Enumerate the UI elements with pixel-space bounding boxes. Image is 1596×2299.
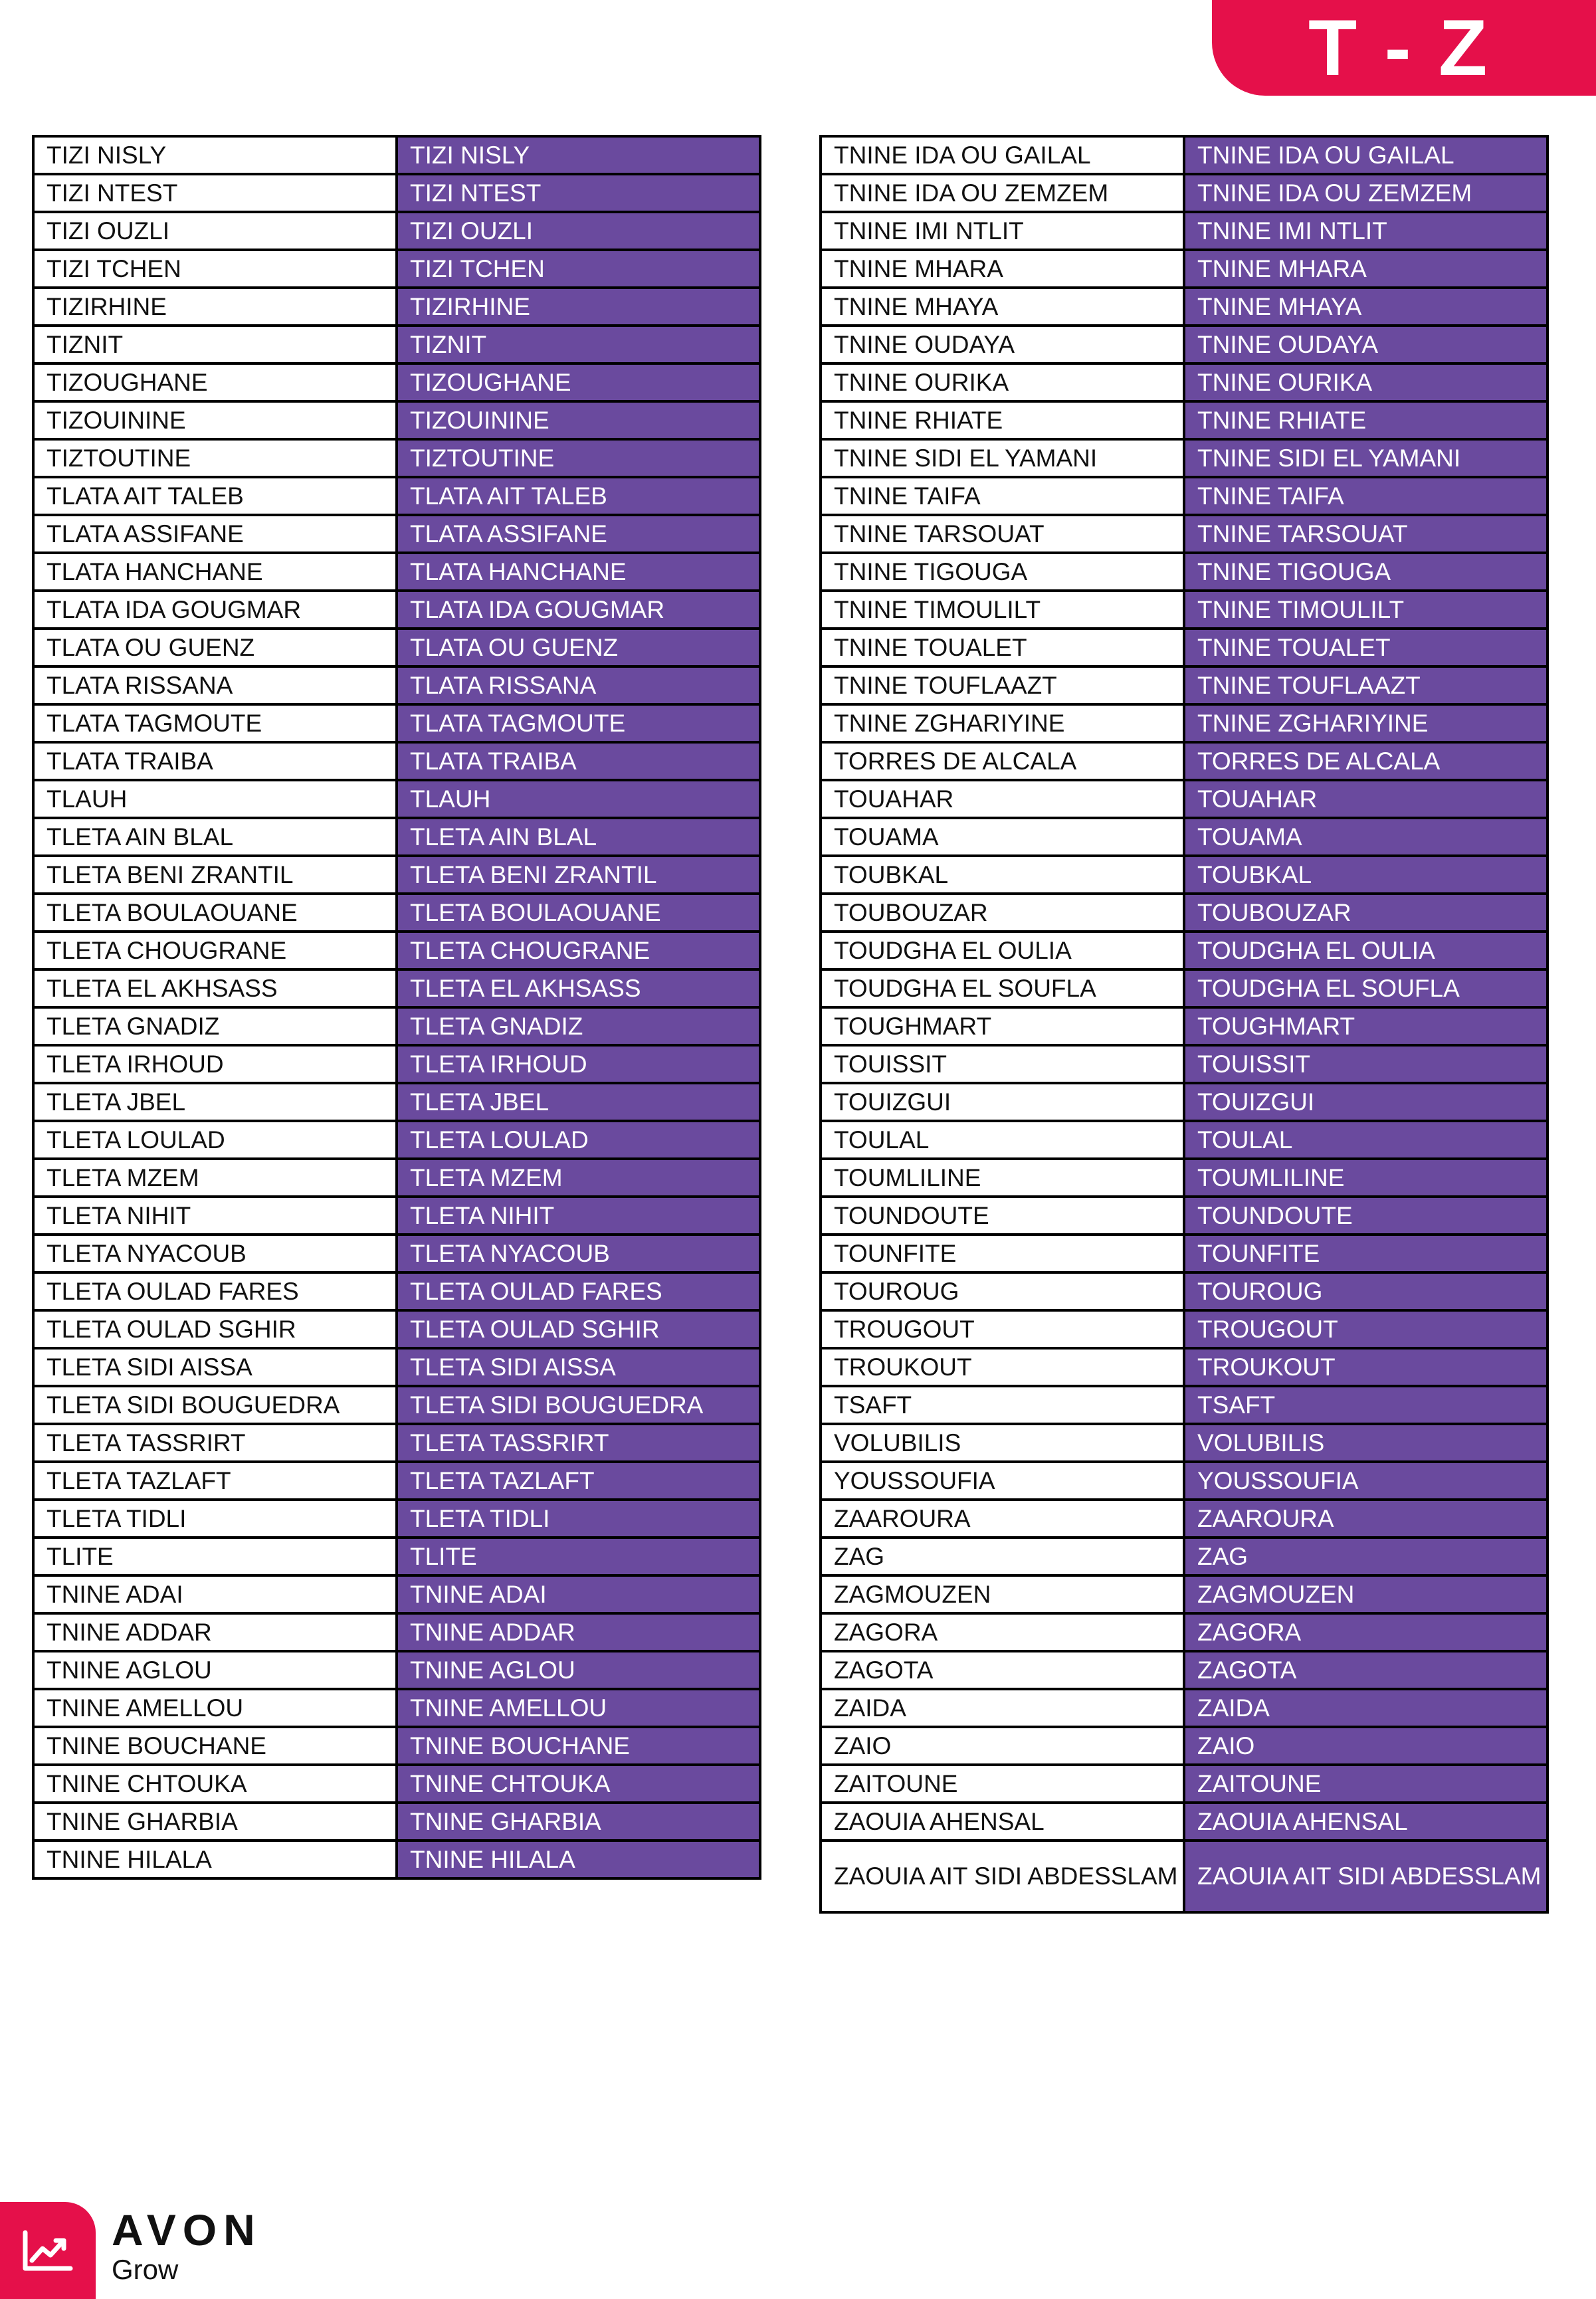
brand-subtitle: Grow — [112, 2254, 179, 2285]
name-cell-highlighted: TIZI NTEST — [397, 174, 760, 212]
name-cell: TIZOUGHANE — [33, 363, 397, 401]
table-row — [821, 174, 1547, 212]
name-cell-highlighted: TNINE HILALA — [397, 1841, 760, 1878]
name-cell-highlighted: TNINE MHAYA — [1184, 288, 1547, 326]
name-cell: TNINE TOUALET — [821, 629, 1184, 666]
name-cell-highlighted: TNINE ADDAR — [397, 1613, 760, 1651]
name-cell-highlighted: TOUAMA — [1184, 818, 1547, 856]
name-cell: TNINE TIMOULILT — [821, 591, 1184, 629]
table-row — [821, 1651, 1547, 1689]
name-cell-highlighted: TLETA AIN BLAL — [397, 818, 760, 856]
right-name-table — [819, 135, 1549, 1914]
name-cell: TLETA AIN BLAL — [33, 818, 397, 856]
name-cell: TLETA TASSRIRT — [33, 1424, 397, 1462]
name-cell: TLETA TAZLAFT — [33, 1462, 397, 1500]
name-cell: TNINE SIDI EL YAMANI — [821, 439, 1184, 477]
table-row — [821, 1575, 1547, 1613]
table-row — [821, 515, 1547, 553]
name-cell: TNINE OURIKA — [821, 363, 1184, 401]
table-row — [33, 969, 760, 1007]
table-row — [821, 1462, 1547, 1500]
name-cell-highlighted: TLATA HANCHANE — [397, 553, 760, 591]
name-cell: ZAOUIA AIT SIDI ABDESSLAM — [821, 1841, 1184, 1912]
table-row — [821, 1272, 1547, 1310]
table-row — [821, 818, 1547, 856]
name-cell-highlighted: TNINE TOUALET — [1184, 629, 1547, 666]
name-cell: ZAGMOUZEN — [821, 1575, 1184, 1613]
name-cell: TNINE GHARBIA — [33, 1803, 397, 1841]
name-cell-highlighted: TNINE ADAI — [397, 1575, 760, 1613]
name-cell: TLATA ASSIFANE — [33, 515, 397, 553]
name-cell: TNINE TAIFA — [821, 477, 1184, 515]
name-cell: TNINE OUDAYA — [821, 326, 1184, 363]
name-cell-highlighted: TNINE TAIFA — [1184, 477, 1547, 515]
name-cell-highlighted: TLETA SIDI AISSA — [397, 1348, 760, 1386]
name-cell: TLETA LOULAD — [33, 1121, 397, 1159]
name-cell-highlighted: TNINE OURIKA — [1184, 363, 1547, 401]
table-row — [821, 477, 1547, 515]
name-cell-highlighted: TLITE — [397, 1538, 760, 1575]
name-cell: TNINE BOUCHANE — [33, 1727, 397, 1765]
name-cell: TOUROUG — [821, 1272, 1184, 1310]
name-cell: TNINE ZGHARIYINE — [821, 704, 1184, 742]
table-row — [821, 704, 1547, 742]
name-cell-highlighted: TOUNFITE — [1184, 1235, 1547, 1272]
name-cell: TNINE IMI NTLIT — [821, 212, 1184, 250]
name-cell: TLETA IRHOUD — [33, 1045, 397, 1083]
name-cell-highlighted: TLATA IDA GOUGMAR — [397, 591, 760, 629]
name-cell: TOUNDOUTE — [821, 1197, 1184, 1235]
name-cell-highlighted: TNINE TOUFLAAZT — [1184, 666, 1547, 704]
name-cell: TIZI TCHEN — [33, 250, 397, 288]
table-row — [33, 515, 760, 553]
table-row — [33, 1613, 760, 1651]
table-row — [33, 477, 760, 515]
table-row — [821, 1500, 1547, 1538]
table-row — [821, 363, 1547, 401]
name-cell: ZAG — [821, 1538, 1184, 1575]
table-row — [33, 1727, 760, 1765]
name-cell-highlighted: TLETA MZEM — [397, 1159, 760, 1197]
table-row — [821, 856, 1547, 894]
name-cell: TOUAMA — [821, 818, 1184, 856]
name-cell-highlighted: TLATA OU GUENZ — [397, 629, 760, 666]
name-cell-highlighted: VOLUBILIS — [1184, 1424, 1547, 1462]
name-cell: TLETA MZEM — [33, 1159, 397, 1197]
table-row — [821, 1538, 1547, 1575]
name-cell-highlighted: TLETA LOULAD — [397, 1121, 760, 1159]
name-cell-highlighted: TOUDGHA EL SOUFLA — [1184, 969, 1547, 1007]
name-cell: TLATA OU GUENZ — [33, 629, 397, 666]
name-cell: TOUBOUZAR — [821, 894, 1184, 932]
table-row — [33, 1348, 760, 1386]
table-row — [33, 1310, 760, 1348]
name-cell-highlighted: ZAGORA — [1184, 1613, 1547, 1651]
name-cell-highlighted: TLATA TRAIBA — [397, 742, 760, 780]
table-row — [821, 553, 1547, 591]
table-row — [821, 969, 1547, 1007]
name-cell-highlighted: ZAOUIA AIT SIDI ABDESSLAM — [1184, 1841, 1547, 1912]
name-cell: TNINE ADDAR — [33, 1613, 397, 1651]
table-row — [33, 1083, 760, 1121]
name-cell-highlighted: TLATA ASSIFANE — [397, 515, 760, 553]
table-row — [821, 1348, 1547, 1386]
brand-name: AVON — [112, 2205, 262, 2254]
name-cell: TNINE AMELLOU — [33, 1689, 397, 1727]
name-cell-highlighted: TNINE ZGHARIYINE — [1184, 704, 1547, 742]
name-cell: TIZI OUZLI — [33, 212, 397, 250]
name-cell: TOUIZGUI — [821, 1083, 1184, 1121]
table-row — [33, 894, 760, 932]
name-cell: TOUDGHA EL SOUFLA — [821, 969, 1184, 1007]
name-cell: TLETA CHOUGRANE — [33, 932, 397, 969]
table-row — [821, 326, 1547, 363]
name-cell: TOUAHAR — [821, 780, 1184, 818]
table-row — [821, 666, 1547, 704]
name-cell-highlighted: TOUIZGUI — [1184, 1083, 1547, 1121]
table-row — [33, 174, 760, 212]
name-cell-highlighted: TLETA JBEL — [397, 1083, 760, 1121]
name-cell: TIZI NISLY — [33, 136, 397, 174]
name-cell: TNINE TOUFLAAZT — [821, 666, 1184, 704]
table-row — [821, 250, 1547, 288]
name-cell-highlighted: TNINE TARSOUAT — [1184, 515, 1547, 553]
left-name-table — [32, 135, 761, 1880]
name-cell: TLATA TAGMOUTE — [33, 704, 397, 742]
name-cell-highlighted: TLATA AIT TALEB — [397, 477, 760, 515]
name-cell-highlighted: TIZOUGHANE — [397, 363, 760, 401]
table-row — [33, 1462, 760, 1500]
name-cell-highlighted: TIZIRHINE — [397, 288, 760, 326]
name-cell: TLATA IDA GOUGMAR — [33, 591, 397, 629]
name-cell-highlighted: TLETA OULAD FARES — [397, 1272, 760, 1310]
name-cell: TOULAL — [821, 1121, 1184, 1159]
name-cell: TORRES DE ALCALA — [821, 742, 1184, 780]
table-row — [821, 1121, 1547, 1159]
table-row — [821, 401, 1547, 439]
name-cell-highlighted: TSAFT — [1184, 1386, 1547, 1424]
table-row — [33, 856, 760, 894]
table-row — [821, 1765, 1547, 1803]
name-cell: TLATA RISSANA — [33, 666, 397, 704]
name-cell: TLETA SIDI BOUGUEDRA — [33, 1386, 397, 1424]
table-row — [33, 553, 760, 591]
name-cell-highlighted: TLETA TASSRIRT — [397, 1424, 760, 1462]
name-cell: TLATA AIT TALEB — [33, 477, 397, 515]
name-cell: TNINE MHARA — [821, 250, 1184, 288]
name-cell-highlighted: TLETA SIDI BOUGUEDRA — [397, 1386, 760, 1424]
name-cell: TOUISSIT — [821, 1045, 1184, 1083]
name-cell-highlighted: TLETA NYACOUB — [397, 1235, 760, 1272]
table-row — [33, 1538, 760, 1575]
name-cell: TLETA GNADIZ — [33, 1007, 397, 1045]
name-cell: TROUGOUT — [821, 1310, 1184, 1348]
name-cell: TIZOUININE — [33, 401, 397, 439]
name-cell: TOUNFITE — [821, 1235, 1184, 1272]
table-row — [33, 591, 760, 629]
name-cell-highlighted: TNINE AMELLOU — [397, 1689, 760, 1727]
table-row — [33, 1121, 760, 1159]
table-row — [821, 1045, 1547, 1083]
name-cell-highlighted: TNINE BOUCHANE — [397, 1727, 760, 1765]
name-cell-highlighted: TOUAHAR — [1184, 780, 1547, 818]
table-row — [821, 136, 1547, 174]
table-row — [33, 629, 760, 666]
table-row — [33, 1235, 760, 1272]
table-row — [33, 1159, 760, 1197]
table-row — [33, 439, 760, 477]
name-cell: VOLUBILIS — [821, 1424, 1184, 1462]
name-cell: TIZIRHINE — [33, 288, 397, 326]
table-row — [821, 1083, 1547, 1121]
name-cell-highlighted: ZAIO — [1184, 1727, 1547, 1765]
name-cell: TLATA HANCHANE — [33, 553, 397, 591]
name-cell-highlighted: TNINE IDA OU ZEMZEM — [1184, 174, 1547, 212]
name-cell: TOUMLILINE — [821, 1159, 1184, 1197]
table-row — [821, 212, 1547, 250]
name-cell-highlighted: ZAGOTA — [1184, 1651, 1547, 1689]
name-cell: TNINE CHTOUKA — [33, 1765, 397, 1803]
name-cell-highlighted: TOUBKAL — [1184, 856, 1547, 894]
table-row — [821, 288, 1547, 326]
name-cell-highlighted: TIZI TCHEN — [397, 250, 760, 288]
table-row — [33, 363, 760, 401]
name-cell-highlighted: TNINE CHTOUKA — [397, 1765, 760, 1803]
name-cell: ZAOUIA AHENSAL — [821, 1803, 1184, 1841]
name-cell: TOUDGHA EL OULIA — [821, 932, 1184, 969]
name-cell-highlighted: TOUGHMART — [1184, 1007, 1547, 1045]
name-cell: TSAFT — [821, 1386, 1184, 1424]
table-row — [33, 1424, 760, 1462]
table-row — [821, 1007, 1547, 1045]
table-row — [33, 1575, 760, 1613]
name-cell-highlighted: TLATA TAGMOUTE — [397, 704, 760, 742]
name-cell: TNINE AGLOU — [33, 1651, 397, 1689]
name-cell: TNINE HILALA — [33, 1841, 397, 1878]
name-cell-highlighted: TNINE TIGOUGA — [1184, 553, 1547, 591]
name-cell: TNINE TIGOUGA — [821, 553, 1184, 591]
table-row — [821, 591, 1547, 629]
table-row — [33, 1500, 760, 1538]
name-cell: ZAGORA — [821, 1613, 1184, 1651]
table-row — [33, 136, 760, 174]
name-cell-highlighted: TROUKOUT — [1184, 1348, 1547, 1386]
name-cell-highlighted: TOUBOUZAR — [1184, 894, 1547, 932]
table-row — [821, 1197, 1547, 1235]
name-cell-highlighted: TOUNDOUTE — [1184, 1197, 1547, 1235]
name-cell-highlighted: TLETA EL AKHSASS — [397, 969, 760, 1007]
table-row — [821, 932, 1547, 969]
name-cell: TLAUH — [33, 780, 397, 818]
name-cell-highlighted: TROUGOUT — [1184, 1310, 1547, 1348]
name-cell-highlighted: ZAGMOUZEN — [1184, 1575, 1547, 1613]
name-cell: TLETA NYACOUB — [33, 1235, 397, 1272]
name-cell-highlighted: ZAAROURA — [1184, 1500, 1547, 1538]
table-row — [821, 1689, 1547, 1727]
table-row — [821, 1727, 1547, 1765]
name-cell: TNINE IDA OU ZEMZEM — [821, 174, 1184, 212]
name-cell-highlighted: ZAIDA — [1184, 1689, 1547, 1727]
table-row — [821, 1159, 1547, 1197]
name-cell: TNINE TARSOUAT — [821, 515, 1184, 553]
table-row — [33, 932, 760, 969]
table-row — [33, 742, 760, 780]
table-row — [33, 1765, 760, 1803]
table-row — [33, 212, 760, 250]
name-cell: TNINE MHAYA — [821, 288, 1184, 326]
table-row — [821, 629, 1547, 666]
table-row — [33, 1841, 760, 1878]
name-cell-highlighted: TOUISSIT — [1184, 1045, 1547, 1083]
name-cell-highlighted: TOUDGHA EL OULIA — [1184, 932, 1547, 969]
name-cell-highlighted: TOUROUG — [1184, 1272, 1547, 1310]
name-cell: TLETA BOULAOUANE — [33, 894, 397, 932]
name-cell: TLETA TIDLI — [33, 1500, 397, 1538]
name-cell-highlighted: TOULAL — [1184, 1121, 1547, 1159]
name-cell-highlighted: TNINE RHIATE — [1184, 401, 1547, 439]
table-row — [821, 1310, 1547, 1348]
name-cell-highlighted: TLETA CHOUGRANE — [397, 932, 760, 969]
name-cell-highlighted: TNINE MHARA — [1184, 250, 1547, 288]
name-cell-highlighted: TLETA GNADIZ — [397, 1007, 760, 1045]
table-row — [821, 780, 1547, 818]
name-cell: TLETA OULAD SGHIR — [33, 1310, 397, 1348]
name-cell: TNINE IDA OU GAILAL — [821, 136, 1184, 174]
name-cell-highlighted: TNINE IMI NTLIT — [1184, 212, 1547, 250]
table-row — [33, 1386, 760, 1424]
name-cell: TLETA NIHIT — [33, 1197, 397, 1235]
table-row — [33, 288, 760, 326]
table-row — [821, 1841, 1547, 1912]
name-cell-highlighted: TNINE GHARBIA — [397, 1803, 760, 1841]
table-row — [33, 1272, 760, 1310]
name-cell-highlighted: TORRES DE ALCALA — [1184, 742, 1547, 780]
name-cell-highlighted: ZAOUIA AHENSAL — [1184, 1803, 1547, 1841]
table-row — [33, 780, 760, 818]
section-range-label: T - Z — [1308, 3, 1490, 92]
name-cell: ZAAROURA — [821, 1500, 1184, 1538]
name-cell: ZAITOUNE — [821, 1765, 1184, 1803]
name-cell: TLETA SIDI AISSA — [33, 1348, 397, 1386]
name-cell: TLETA EL AKHSASS — [33, 969, 397, 1007]
table-row — [33, 1045, 760, 1083]
name-cell-highlighted: TNINE SIDI EL YAMANI — [1184, 439, 1547, 477]
table-row — [33, 1803, 760, 1841]
table-row — [33, 1689, 760, 1727]
name-cell: ZAIO — [821, 1727, 1184, 1765]
name-cell: TOUBKAL — [821, 856, 1184, 894]
name-cell: ZAIDA — [821, 1689, 1184, 1727]
name-cell-highlighted: TIZTOUTINE — [397, 439, 760, 477]
name-cell-highlighted: YOUSSOUFIA — [1184, 1462, 1547, 1500]
table-row — [821, 894, 1547, 932]
name-cell-highlighted: TNINE TIMOULILT — [1184, 591, 1547, 629]
name-cell-highlighted: TIZOUININE — [397, 401, 760, 439]
name-cell-highlighted: TLETA NIHIT — [397, 1197, 760, 1235]
table-row — [821, 1803, 1547, 1841]
name-cell-highlighted: TLETA TIDLI — [397, 1500, 760, 1538]
name-cell-highlighted: TLETA TAZLAFT — [397, 1462, 760, 1500]
name-cell-highlighted: TIZI OUZLI — [397, 212, 760, 250]
name-cell: ZAGOTA — [821, 1651, 1184, 1689]
name-cell-highlighted: TNINE IDA OU GAILAL — [1184, 136, 1547, 174]
table-row — [33, 1197, 760, 1235]
name-cell-highlighted: ZAITOUNE — [1184, 1765, 1547, 1803]
name-cell: TLETA BENI ZRANTIL — [33, 856, 397, 894]
name-cell: YOUSSOUFIA — [821, 1462, 1184, 1500]
avon-grow-logo-icon — [0, 2202, 96, 2299]
name-cell-highlighted: TLAUH — [397, 780, 760, 818]
name-cell-highlighted: ZAG — [1184, 1538, 1547, 1575]
table-row — [821, 1386, 1547, 1424]
name-cell: TNINE ADAI — [33, 1575, 397, 1613]
name-cell: TROUKOUT — [821, 1348, 1184, 1386]
name-cell-highlighted: TLETA IRHOUD — [397, 1045, 760, 1083]
name-cell: TLITE — [33, 1538, 397, 1575]
name-cell-highlighted: TOUMLILINE — [1184, 1159, 1547, 1197]
name-cell-highlighted: TNINE AGLOU — [397, 1651, 760, 1689]
name-cell-highlighted: TLATA RISSANA — [397, 666, 760, 704]
name-cell-highlighted: TLETA BOULAOUANE — [397, 894, 760, 932]
name-cell: TLETA OULAD FARES — [33, 1272, 397, 1310]
name-cell: TLATA TRAIBA — [33, 742, 397, 780]
table-row — [33, 401, 760, 439]
name-cell: TIZI NTEST — [33, 174, 397, 212]
table-row — [33, 250, 760, 288]
name-cell-highlighted: TLETA OULAD SGHIR — [397, 1310, 760, 1348]
table-row — [33, 326, 760, 363]
table-row — [33, 818, 760, 856]
table-row — [821, 742, 1547, 780]
table-row — [33, 1007, 760, 1045]
table-row — [821, 1613, 1547, 1651]
name-cell: TIZNIT — [33, 326, 397, 363]
table-row — [821, 1424, 1547, 1462]
name-cell: TOUGHMART — [821, 1007, 1184, 1045]
name-cell-highlighted: TIZNIT — [397, 326, 760, 363]
name-cell-highlighted: TLETA BENI ZRANTIL — [397, 856, 760, 894]
table-row — [33, 1651, 760, 1689]
table-row — [821, 439, 1547, 477]
name-cell: TIZTOUTINE — [33, 439, 397, 477]
name-cell-highlighted: TNINE OUDAYA — [1184, 326, 1547, 363]
name-cell-highlighted: TIZI NISLY — [397, 136, 760, 174]
table-row — [33, 666, 760, 704]
table-row — [821, 1235, 1547, 1272]
name-cell: TNINE RHIATE — [821, 401, 1184, 439]
table-row — [33, 704, 760, 742]
name-cell: TLETA JBEL — [33, 1083, 397, 1121]
section-range-tab — [1212, 0, 1596, 96]
